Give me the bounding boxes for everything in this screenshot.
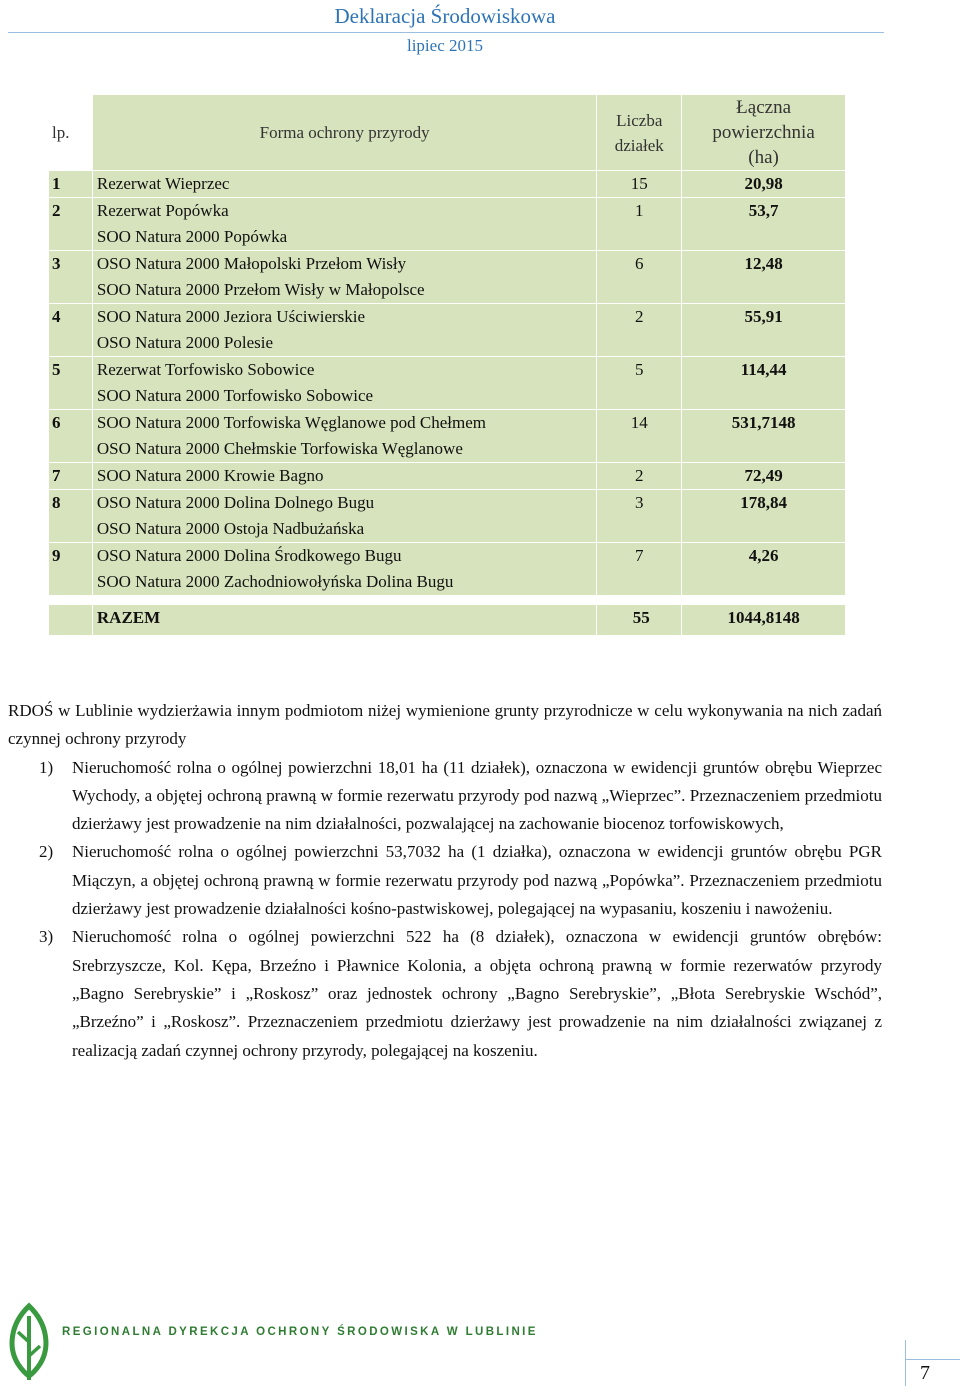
table-row	[49, 198, 845, 250]
table-row	[49, 463, 845, 489]
header-count	[597, 95, 681, 170]
row-lp: 6	[49, 410, 92, 462]
list-item-text: Nieruchomość rolna o ogólnej powierzchni 522 ha (8 działek), oznaczona w ewidencji gruntów obrębów: Srebrzyszcze, Kol. Kępa, Brzeźno i Pławnice Kolonia, a objęta ochroną prawną w formie rezerwatów przyrody „Bagno Serebryskie” i „Roskosz” oraz jednostek ochrony „Bagno Serebryskie”, „Błota Serebryskie Wschód”, „Brzeźno” i „Roskosz”. Przeznaczeniem przedmiotu dzierżawy jest prowadzenie na nim działalności związanej z realizacją zadań czynnej ochrony przyrody, polegającej na koszeniu.	[72, 927, 882, 1060]
row-name-line1: Rezerwat Torfowisko Sobowice	[96, 360, 315, 379]
row-lp: 2	[49, 198, 92, 250]
row-name	[93, 251, 596, 303]
table-row	[49, 543, 845, 595]
row-count: 14	[597, 410, 681, 462]
header-area	[682, 95, 845, 170]
header-lp: lp.	[52, 122, 70, 142]
table-row	[49, 357, 845, 409]
body-text	[8, 697, 882, 1065]
table-total-row	[49, 605, 845, 635]
row-lp: 1	[49, 171, 92, 197]
row-lp: 7	[49, 463, 92, 489]
row-name-line2: SOO Natura 2000 Przełom Wisły w Małopolsce	[96, 280, 425, 299]
total-label: RAZEM	[93, 605, 596, 635]
row-name-line1: OSO Natura 2000 Dolina Środkowego Bugu	[96, 546, 402, 565]
table-spacer	[49, 596, 845, 604]
row-name	[93, 357, 596, 409]
list-item-number: 1)	[39, 757, 54, 777]
row-area: 114,44	[682, 357, 845, 409]
row-name-line1: OSO Natura 2000 Dolina Dolnego Bugu	[96, 493, 375, 512]
header-area-line3: (ha)	[748, 147, 779, 168]
row-name-line1: Rezerwat Wieprzec	[96, 174, 230, 193]
total-area: 1044,8148	[682, 605, 845, 635]
lease-list	[8, 754, 882, 1065]
row-area: 4,26	[682, 543, 845, 595]
list-item	[8, 754, 882, 839]
row-area: 53,7	[682, 198, 845, 250]
row-count: 2	[597, 463, 681, 489]
list-item-number: 3)	[39, 927, 54, 947]
leaf-logo-icon	[4, 1302, 54, 1382]
table-row	[49, 304, 845, 356]
table-row	[49, 251, 845, 303]
header-count-line2: działek	[614, 135, 664, 155]
total-lp	[49, 605, 92, 635]
list-item	[8, 838, 882, 923]
document-title: Deklaracja Środowiskowa	[334, 4, 556, 28]
page-number: 7	[920, 1362, 930, 1384]
row-name-line1: SOO Natura 2000 Torfowiska Węglanowe pod Chełmem	[96, 413, 487, 432]
header-name: Forma ochrony przyrody	[93, 95, 596, 170]
list-item-text: Nieruchomość rolna o ogólnej powierzchni 53,7032 ha (1 działka), oznaczona w ewidencji gruntów obrębu PGR Miączyn, a objętej ochroną prawną w formie rezerwatu przyrody pod nazwą „Popówka”. Przeznaczeniem przedmiotu dzierżawy jest prowadzenie działalności kośno-pastwiskowej, polegającej na wypasaniu, koszeniu i nawożeniu.	[72, 842, 882, 919]
row-name-line2: OSO Natura 2000 Ostoja Nadbużańska	[96, 519, 365, 538]
row-count: 1	[597, 198, 681, 250]
row-name	[93, 490, 596, 542]
row-name-line1: SOO Natura 2000 Jeziora Uściwierskie	[96, 307, 366, 326]
row-count: 6	[597, 251, 681, 303]
row-name	[93, 304, 596, 356]
footer-divider-horizontal	[905, 1359, 960, 1360]
row-lp: 9	[49, 543, 92, 595]
list-item	[8, 923, 882, 1064]
footer-divider-vertical	[905, 1340, 906, 1386]
row-name-line2: OSO Natura 2000 Polesie	[96, 333, 274, 352]
row-area: 12,48	[682, 251, 845, 303]
row-name-line1: OSO Natura 2000 Małopolski Przełom Wisły	[96, 254, 407, 273]
row-lp: 5	[49, 357, 92, 409]
table-header-row	[49, 95, 845, 170]
table-row	[49, 490, 845, 542]
header-area-line1: Łączna	[736, 97, 792, 118]
row-name	[93, 171, 596, 197]
row-count: 5	[597, 357, 681, 409]
row-count: 2	[597, 304, 681, 356]
row-area: 55,91	[682, 304, 845, 356]
row-count: 7	[597, 543, 681, 595]
table-row	[49, 410, 845, 462]
table-row	[49, 171, 845, 197]
row-name	[93, 543, 596, 595]
row-area: 178,84	[682, 490, 845, 542]
row-area: 72,49	[682, 463, 845, 489]
row-area: 20,98	[682, 171, 845, 197]
header-area-line2: powierzchnia	[712, 122, 815, 143]
row-name-line1: SOO Natura 2000 Krowie Bagno	[96, 466, 324, 485]
row-lp: 4	[49, 304, 92, 356]
row-name-line1: Rezerwat Popówka	[96, 201, 229, 220]
list-item-text: Nieruchomość rolna o ogólnej powierzchni 18,01 ha (11 działek), oznaczona w ewidencji gruntów obrębu Wieprzec Wychody, a objętej ochroną prawną w formie rezerwatu przyrody pod nazwą „Wieprzec”. Przeznaczeniem przedmiotu dzierżawy jest prowadzenie na nim działalności, pozwalającej na zachowanie biocenoz torfowiskowych,	[72, 757, 882, 834]
document-date: lipiec 2015	[406, 36, 483, 55]
row-name	[93, 410, 596, 462]
row-name-line2: SOO Natura 2000 Torfowisko Sobowice	[96, 386, 374, 405]
row-name-line2: SOO Natura 2000 Zachodniowołyńska Dolina Bugu	[96, 572, 454, 591]
total-count: 55	[597, 605, 681, 635]
row-area: 531,7148	[682, 410, 845, 462]
intro-paragraph: RDOŚ w Lublinie wydzierżawia innym podmiotom niżej wymienione grunty przyrodnicze w celu wykonywania na nich zadań czynnej ochrony przyrody	[8, 701, 882, 749]
row-name-line2: SOO Natura 2000 Popówka	[96, 227, 288, 246]
row-name-line2: OSO Natura 2000 Chełmskie Torfowiska Węglanowe	[96, 439, 463, 458]
row-name	[93, 463, 596, 489]
list-item-number: 2)	[39, 842, 54, 862]
footer-organization: REGIONALNA DYREKCJA OCHRONY ŚRODOWISKA W LUBLINIE	[62, 1326, 538, 1338]
row-lp: 3	[49, 251, 92, 303]
protected-areas-table	[48, 94, 846, 636]
row-count: 15	[597, 171, 681, 197]
row-count: 3	[597, 490, 681, 542]
row-lp: 8	[49, 490, 92, 542]
header-divider	[8, 32, 884, 33]
row-name	[93, 198, 596, 250]
header-count-line1: Liczba	[616, 110, 663, 130]
